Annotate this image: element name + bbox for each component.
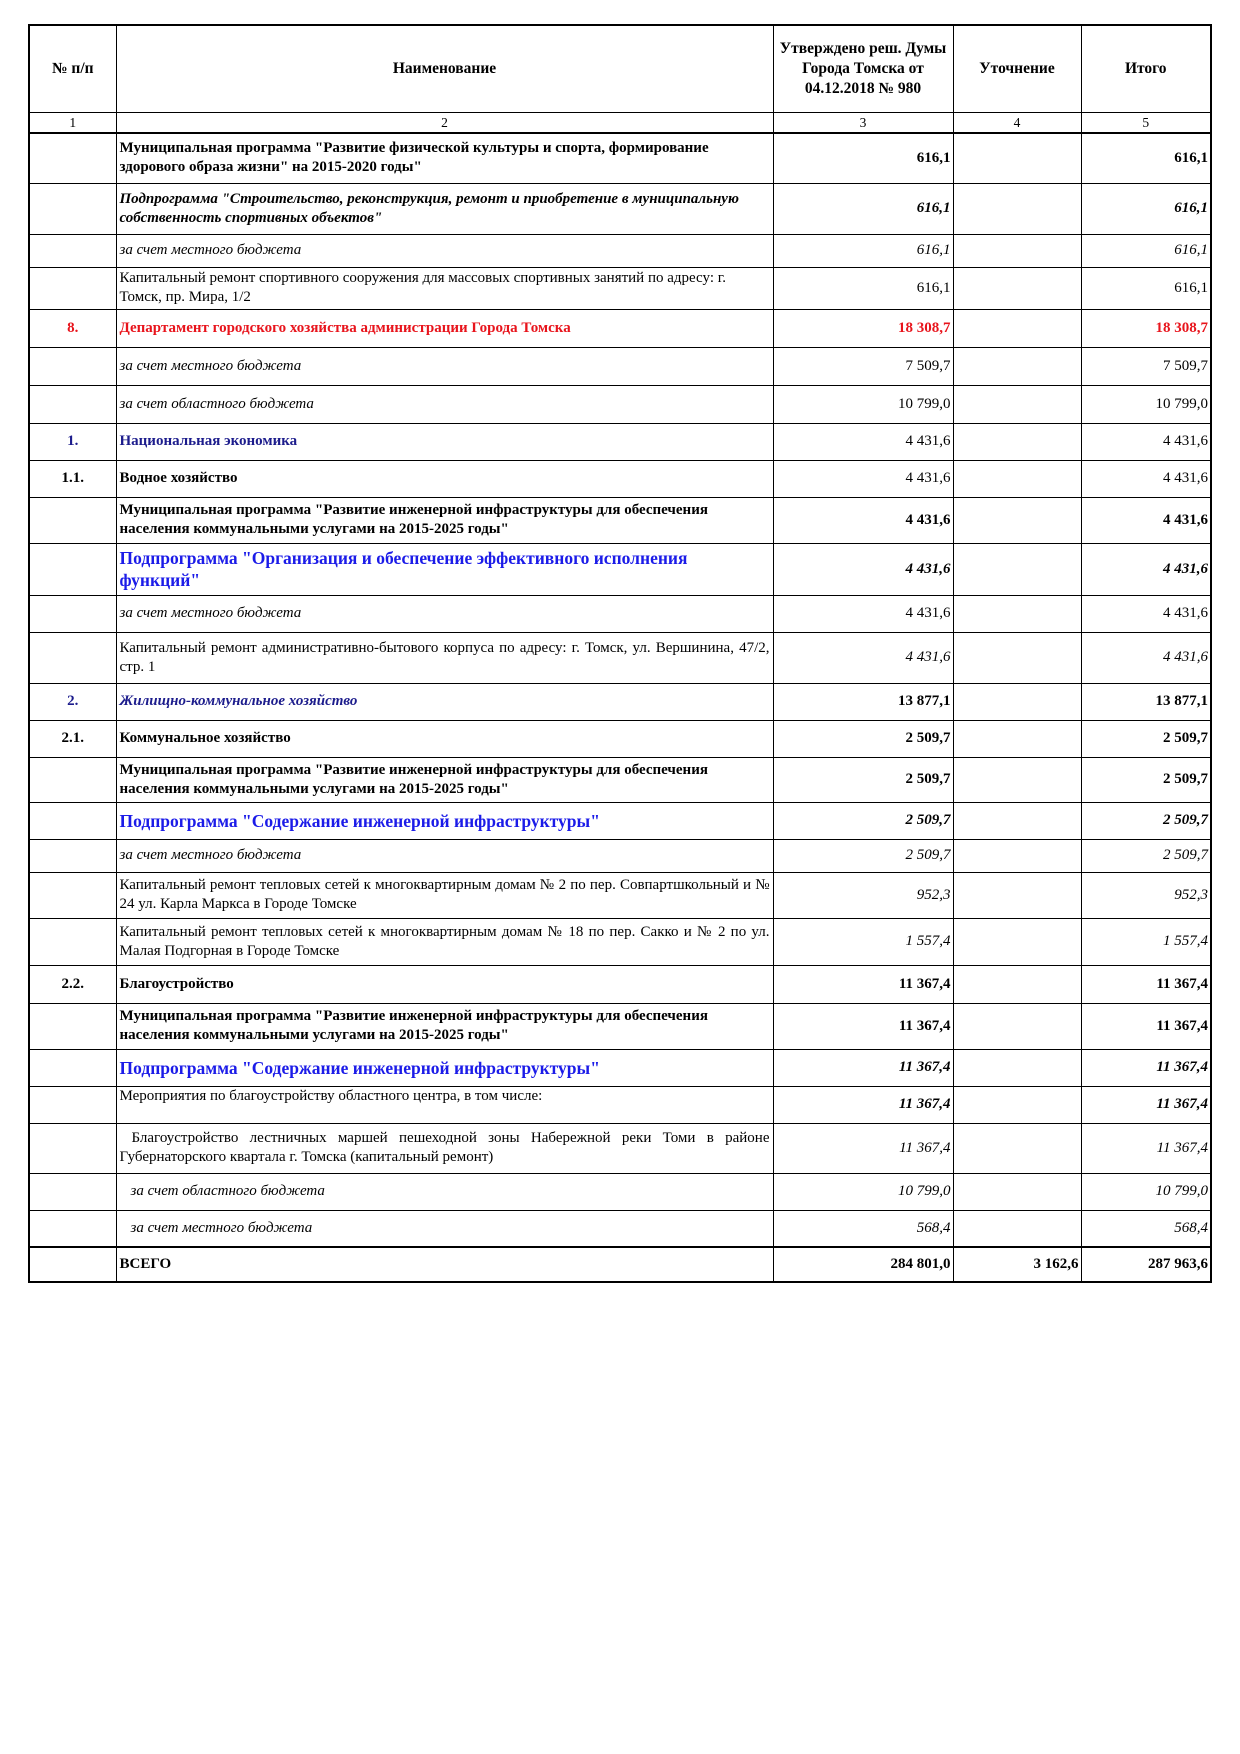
row-name: Мероприятия по благоустройству областного центра, в том числе: — [116, 1086, 773, 1123]
row-approved: 4 431,6 — [773, 497, 953, 543]
table-row — [29, 1049, 1211, 1086]
table-row — [29, 309, 1211, 347]
row-total: 4 431,6 — [1081, 543, 1211, 595]
row-number: 2.1. — [29, 720, 116, 757]
row-total: 11 367,4 — [1081, 965, 1211, 1003]
table-row — [29, 965, 1211, 1003]
row-name: за счет областного бюджета — [116, 1173, 773, 1210]
table-row — [29, 423, 1211, 460]
row-clarify — [953, 497, 1081, 543]
row-total: 616,1 — [1081, 133, 1211, 183]
column-index-row — [29, 113, 1211, 134]
row-approved: 1 557,4 — [773, 918, 953, 965]
row-number — [29, 183, 116, 234]
row-total: 2 509,7 — [1081, 839, 1211, 872]
row-number — [29, 632, 116, 683]
column-index: 4 — [953, 113, 1081, 134]
row-clarify — [953, 1173, 1081, 1210]
table-row — [29, 497, 1211, 543]
row-approved: 4 431,6 — [773, 543, 953, 595]
row-name: Жилищно-коммунальное хозяйство — [116, 683, 773, 720]
row-total: 11 367,4 — [1081, 1049, 1211, 1086]
row-number — [29, 385, 116, 423]
row-total: 4 431,6 — [1081, 595, 1211, 632]
row-total: 2 509,7 — [1081, 720, 1211, 757]
row-clarify — [953, 234, 1081, 267]
row-name: Муниципальная программа "Развитие инженерной инфраструктуры для обеспечения населения коммунальными услугами на 2015-2025 годы" — [116, 497, 773, 543]
table-row — [29, 872, 1211, 918]
row-name: Коммунальное хозяйство — [116, 720, 773, 757]
row-name: Капитальный ремонт тепловых сетей к многоквартирным домам № 2 по пер. Совпартшкольный и № 24 ул. Карла Маркса в Городе Томске — [116, 872, 773, 918]
row-total: 10 799,0 — [1081, 385, 1211, 423]
row-approved: 11 367,4 — [773, 1086, 953, 1123]
header-total: Итого — [1081, 25, 1211, 113]
column-index: 3 — [773, 113, 953, 134]
row-number — [29, 918, 116, 965]
row-name: Капитальный ремонт тепловых сетей к многоквартирным домам № 18 по пер. Сакко и № 2 по ул. Малая Подгорная в Городе Томске — [116, 918, 773, 965]
row-clarify — [953, 1003, 1081, 1049]
table-row — [29, 543, 1211, 595]
table-row — [29, 918, 1211, 965]
row-number — [29, 1049, 116, 1086]
row-name: Капитальный ремонт спортивного сооружения для массовых спортивных занятий по адресу: г. Томск, пр. Мира, 1/2 — [116, 267, 773, 309]
total-clarify: 3 162,6 — [953, 1247, 1081, 1282]
table-row — [29, 802, 1211, 839]
header-no: № п/п — [29, 25, 116, 113]
total-label: ВСЕГО — [116, 1247, 773, 1282]
row-total: 11 367,4 — [1081, 1086, 1211, 1123]
row-approved: 11 367,4 — [773, 1003, 953, 1049]
row-clarify — [953, 1049, 1081, 1086]
row-approved: 616,1 — [773, 234, 953, 267]
row-approved: 2 509,7 — [773, 802, 953, 839]
table-row — [29, 1210, 1211, 1247]
row-name: Муниципальная программа "Развитие физической культуры и спорта, формирование здорового образа жизни" на 2015-2020 годы" — [116, 133, 773, 183]
row-total: 616,1 — [1081, 234, 1211, 267]
row-clarify — [953, 632, 1081, 683]
row-name: Муниципальная программа "Развитие инженерной инфраструктуры для обеспечения населения коммунальными услугами на 2015-2025 годы" — [116, 1003, 773, 1049]
row-number: 8. — [29, 309, 116, 347]
row-clarify — [953, 918, 1081, 965]
row-approved: 7 509,7 — [773, 347, 953, 385]
total-total: 287 963,6 — [1081, 1247, 1211, 1282]
row-clarify — [953, 1210, 1081, 1247]
row-approved: 616,1 — [773, 133, 953, 183]
row-number — [29, 1123, 116, 1173]
table-row — [29, 595, 1211, 632]
row-clarify — [953, 385, 1081, 423]
row-total: 952,3 — [1081, 872, 1211, 918]
row-approved: 568,4 — [773, 1210, 953, 1247]
row-name: за счет местного бюджета — [116, 595, 773, 632]
row-total: 4 431,6 — [1081, 632, 1211, 683]
row-name: за счет местного бюджета — [116, 1210, 773, 1247]
row-approved: 2 509,7 — [773, 839, 953, 872]
row-number: 1.1. — [29, 460, 116, 497]
row-approved: 10 799,0 — [773, 385, 953, 423]
column-index: 5 — [1081, 113, 1211, 134]
row-clarify — [953, 720, 1081, 757]
row-number — [29, 1173, 116, 1210]
row-total: 10 799,0 — [1081, 1173, 1211, 1210]
row-approved: 11 367,4 — [773, 1123, 953, 1173]
row-number — [29, 1086, 116, 1123]
row-approved: 2 509,7 — [773, 757, 953, 802]
row-number — [29, 757, 116, 802]
table-row — [29, 757, 1211, 802]
row-clarify — [953, 133, 1081, 183]
row-number — [29, 497, 116, 543]
table-row — [29, 1086, 1211, 1123]
row-number — [29, 133, 116, 183]
row-total: 4 431,6 — [1081, 497, 1211, 543]
column-index: 1 — [29, 113, 116, 134]
table-row — [29, 720, 1211, 757]
row-name: за счет местного бюджета — [116, 839, 773, 872]
row-total: 18 308,7 — [1081, 309, 1211, 347]
row-clarify — [953, 1123, 1081, 1173]
row-total: 1 557,4 — [1081, 918, 1211, 965]
header-name: Наименование — [116, 25, 773, 113]
table-row — [29, 839, 1211, 872]
row-number — [29, 267, 116, 309]
row-clarify — [953, 757, 1081, 802]
row-number — [29, 1003, 116, 1049]
row-total: 616,1 — [1081, 267, 1211, 309]
row-clarify — [953, 683, 1081, 720]
table-row — [29, 1123, 1211, 1173]
row-name: за счет местного бюджета — [116, 347, 773, 385]
table-row — [29, 460, 1211, 497]
row-name: Водное хозяйство — [116, 460, 773, 497]
total-approved: 284 801,0 — [773, 1247, 953, 1282]
row-name: Капитальный ремонт административно-бытового корпуса по адресу: г. Томск, ул. Вершинина, 47/2, стр. 1 — [116, 632, 773, 683]
row-clarify — [953, 802, 1081, 839]
row-approved: 13 877,1 — [773, 683, 953, 720]
row-clarify — [953, 1086, 1081, 1123]
row-name: Благоустройство лестничных маршей пешеходной зоны Набережной реки Томи в районе Губернаторского квартала г. Томска (капитальный ремонт) — [116, 1123, 773, 1173]
row-clarify — [953, 460, 1081, 497]
row-clarify — [953, 347, 1081, 385]
row-name: Подпрограмма "Содержание инженерной инфраструктуры" — [116, 802, 773, 839]
row-name: за счет местного бюджета — [116, 234, 773, 267]
row-approved: 952,3 — [773, 872, 953, 918]
table-row — [29, 183, 1211, 234]
row-approved: 10 799,0 — [773, 1173, 953, 1210]
row-number — [29, 347, 116, 385]
row-approved: 616,1 — [773, 183, 953, 234]
row-number — [29, 595, 116, 632]
row-clarify — [953, 965, 1081, 1003]
row-approved: 11 367,4 — [773, 965, 953, 1003]
budget-table-sheet — [28, 24, 1210, 1283]
row-clarify — [953, 543, 1081, 595]
row-number — [29, 1247, 116, 1282]
row-number: 2. — [29, 683, 116, 720]
row-clarify — [953, 309, 1081, 347]
header-approved: Утверждено реш. Думы Города Томска от 04.12.2018 № 980 — [773, 25, 953, 113]
row-number — [29, 543, 116, 595]
row-clarify — [953, 872, 1081, 918]
row-approved: 616,1 — [773, 267, 953, 309]
row-clarify — [953, 423, 1081, 460]
row-clarify — [953, 183, 1081, 234]
row-approved: 11 367,4 — [773, 1049, 953, 1086]
row-name: Подпрограмма "Содержание инженерной инфраструктуры" — [116, 1049, 773, 1086]
row-approved: 4 431,6 — [773, 460, 953, 497]
table-row — [29, 1173, 1211, 1210]
row-approved: 4 431,6 — [773, 595, 953, 632]
row-clarify — [953, 267, 1081, 309]
row-clarify — [953, 839, 1081, 872]
row-total: 4 431,6 — [1081, 423, 1211, 460]
row-number: 2.2. — [29, 965, 116, 1003]
row-approved: 18 308,7 — [773, 309, 953, 347]
row-clarify — [953, 595, 1081, 632]
row-number: 1. — [29, 423, 116, 460]
total-row — [29, 1247, 1211, 1282]
row-number — [29, 839, 116, 872]
row-total: 7 509,7 — [1081, 347, 1211, 385]
row-name: Муниципальная программа "Развитие инженерной инфраструктуры для обеспечения населения коммунальными услугами на 2015-2025 годы" — [116, 757, 773, 802]
header-row — [29, 25, 1211, 113]
table-row — [29, 267, 1211, 309]
row-approved: 4 431,6 — [773, 632, 953, 683]
row-total: 11 367,4 — [1081, 1123, 1211, 1173]
table-row — [29, 234, 1211, 267]
budget-table — [28, 24, 1212, 1283]
table-row — [29, 347, 1211, 385]
row-name: за счет областного бюджета — [116, 385, 773, 423]
table-row — [29, 1003, 1211, 1049]
row-name: Департамент городского хозяйства администрации Города Томска — [116, 309, 773, 347]
table-row — [29, 133, 1211, 183]
row-total: 4 431,6 — [1081, 460, 1211, 497]
row-name: Подпрограмма "Организация и обеспечение эффективного исполнения функций" — [116, 543, 773, 595]
row-number — [29, 802, 116, 839]
column-index: 2 — [116, 113, 773, 134]
table-row — [29, 385, 1211, 423]
row-name: Подпрограмма "Строительство, реконструкция, ремонт и приобретение в муниципальную собственность спортивных объектов" — [116, 183, 773, 234]
table-row — [29, 632, 1211, 683]
table-row — [29, 683, 1211, 720]
row-total: 2 509,7 — [1081, 757, 1211, 802]
row-total: 568,4 — [1081, 1210, 1211, 1247]
row-approved: 2 509,7 — [773, 720, 953, 757]
row-total: 616,1 — [1081, 183, 1211, 234]
row-approved: 4 431,6 — [773, 423, 953, 460]
row-number — [29, 872, 116, 918]
row-total: 2 509,7 — [1081, 802, 1211, 839]
row-number — [29, 1210, 116, 1247]
row-name: Национальная экономика — [116, 423, 773, 460]
row-number — [29, 234, 116, 267]
row-total: 11 367,4 — [1081, 1003, 1211, 1049]
row-total: 13 877,1 — [1081, 683, 1211, 720]
header-clarify: Уточнение — [953, 25, 1081, 113]
row-name: Благоустройство — [116, 965, 773, 1003]
